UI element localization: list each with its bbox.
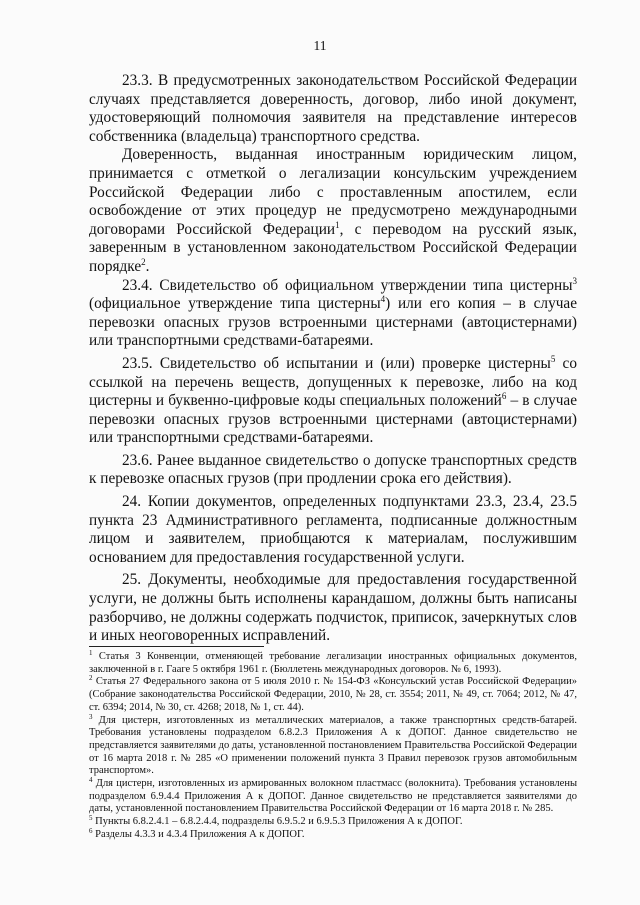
footnote-4: $^4$ Для цистерн, изготовленных из армированных волокном пластмасс (волокнита). Требования установлены подразделом 6.9.4.4 Приложения А к ДОПОГ. Данное свидетельство не представляется заявителями до даты, установленной постановлением Правительства Российской Федерации от 16 марта 2018 г. № 285.: [89, 776, 577, 815]
footnote-2: $^2$ Статья 27 Федерального закона от 5 июля 2010 г. № 154-ФЗ «Консульский устав Российской Федерации» (Собрание законодательства Российской Федерации, 2010, № 28, ст. 3554; 2011, № 49, ст. 7064; 2012, № 47, ст. 6394; 2014, № 30, ст. 4268; 2018, № 1, ст. 44).: [89, 674, 578, 713]
footnote-1: $^1$ Статья 3 Конвенции, отменяющей требование легализации иностранных официальных документов, заключенной в г. Гааге 5 октября 1961 г. (Бюллетень международных договоров. № 6, 1993).: [89, 649, 578, 675]
footnote-ref-6: 6: [501, 391, 507, 402]
footnote-ref-2: 2: [141, 256, 146, 267]
paragraph-23-4: 23.4. Свидетельство об официальном утверждении типа цистерны$^3$ (официальное утверждение типа цистерны$^4$) или его копия – в случае перевозки опасных грузов встроенными цистернами (автоцистернами) или транспортными средствами-батареями.: [89, 275, 577, 350]
paragraph-23-3: 23.3. В предусмотренных законодательством Российской Федерации случаях представляется доверенность, договор, либо иной документ, удостоверяющий полномочия заявителя на представление интересов собственника (владельца) транспортного средства.: [89, 72, 577, 145]
footnote-ref-5: 5: [550, 353, 556, 364]
footnote-5: $^5$ Пункты 6.8.2.4.1 – 6.8.2.4.4, подразделы 6.9.5.2 и 6.9.5.3 Приложения А к ДОПОГ.: [89, 814, 463, 828]
footnotes: [89, 651, 577, 842]
document-body: [89, 72, 577, 646]
footnote-ref-4: 4: [380, 294, 386, 305]
footnote-separator: [89, 646, 264, 647]
footnote-ref-3: 3: [572, 275, 577, 286]
page-number: 11: [313, 38, 327, 53]
footnote-ref-1: 1: [335, 219, 340, 230]
paragraph-24: 24. Копии документов, определенных подпунктами 23.3, 23.4, 23.5 пункта 23 Административного регламента, подписанные должностным лицом и заявителем, приобщаются к материалам, послужившим основанием для предоставления государственной услуги.: [89, 493, 577, 566]
paragraph-23-6: 23.6. Ранее выданное свидетельство о допуске транспортных средств к перевозке опасных грузов (при продлении срока его действия).: [89, 451, 577, 488]
paragraph-power-of-attorney: Доверенность, выданная иностранным юридическим лицом, принимается с отметкой о легализации консульским учреждением Российской Федерации либо с проставленным апостилем, если освобождение от этих процедур не предусмотрено международными договорами Российской Федерации$^1$, с переводом на русский язык, заверенным в установленном законодательством Российской Федерации порядке$^2$.: [89, 146, 577, 275]
paragraph-23-5: 23.5. Свидетельство об испытании и (или) проверке цистерны$^5$ со ссылкой на перечень веществ, допущенных к перевозке, либо на код цистерны и буквенно-цифровые коды специальных положений$^6$ – в случае перевозки опасных грузов встроенными цистернами (автоцистернами) или транспортными средствами-батареями.: [89, 353, 578, 447]
paragraph-25: 25. Документы, необходимые для предоставления государственной услуги, не должны быть исполнены карандашом, должны быть написаны разборчиво, не должны содержать подчисток, приписок, зачеркнутых слов и иных неоговоренных исправлений.: [89, 571, 577, 645]
footnote-6: $^6$ Разделы 4.3.3 и 4.3.4 Приложения А к ДОПОГ.: [89, 826, 305, 840]
footnote-3: $^3$ Для цистерн, изготовленных из металлических материалов, а также транспортных средств-батарей. Требования установлены подразделом 6.8.2.3 Приложения А к ДОПОГ. Данное свидетельство не представляется заявителями до даты, установленной постановлением Правительства Российской Федерации от 16 марта 2018 г. № 285 «О применении положений пункта 3 Правил перевозок грузов автомобильным транспортом».: [89, 712, 578, 777]
